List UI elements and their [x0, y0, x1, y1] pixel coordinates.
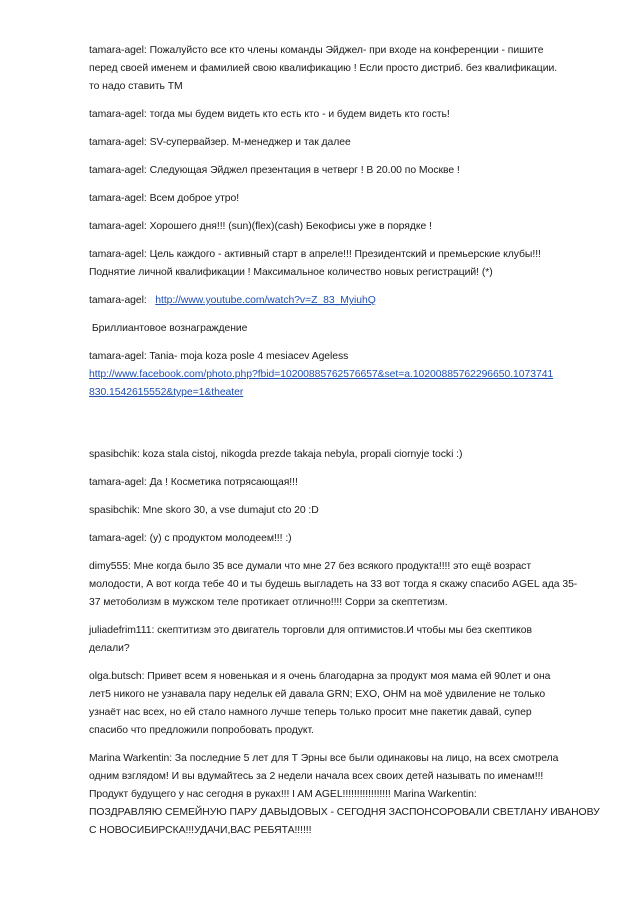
- message-line: tamara-agel: Хорошего дня!!! (sun)(flex)(cash) Бекофисы уже в порядке !: [89, 221, 432, 232]
- chat-message: [89, 218, 549, 236]
- message-line: то надо ставить ТМ: [89, 81, 183, 92]
- message-line: спасибо что предложили попробовать продукт.: [89, 725, 314, 736]
- message-line: одним взглядом! И вы вдумайтесь за 2 недели начала всех своих детей называть по именам!!!: [89, 771, 544, 782]
- message-line: 37 метоболизм в мужском теле протикает отлично!!!! Сорри за скептетизм.: [89, 597, 448, 608]
- chat-message: [89, 530, 549, 548]
- blank-gap: [89, 412, 549, 446]
- chat-message: [89, 190, 549, 208]
- chat-message: [89, 134, 549, 152]
- message-line: spasibchik: Mne skoro 30, a vse dumajut cto 20 :D: [89, 505, 319, 516]
- chat-message: [89, 42, 558, 96]
- message-line: tamara-agel: Tania- moja koza posle 4 mesiacev Ageless: [89, 351, 349, 362]
- chat-message: [89, 474, 549, 492]
- message-line: tamara-agel: Цель каждого - активный старт в апреле!!! Президентский и премьерские клубы!!!: [89, 249, 541, 260]
- message-line: Marina Warkentin: За последние 5 лет для Т Эрны все были одинаковы на лицо, на всех смотрела: [89, 753, 559, 764]
- chat-message: [89, 446, 549, 464]
- message-line: Продукт будущего у нас сегодня в руках!!! I AM AGEL!!!!!!!!!!!!!!!!! Marina Warkentin:: [89, 789, 477, 800]
- facebook-link-continued[interactable]: 830.1542615552&type=1&theater: [89, 387, 244, 398]
- message-line: tamara-agel: Следующая Эйджел презентация в четверг ! В 20.00 по Москве !: [89, 165, 460, 176]
- message-line: [89, 292, 549, 310]
- message-line: olga.butsch: Привет всем я новенькая и я очень благодарна за продукт моя мама ей 90лет и она: [89, 671, 551, 682]
- chat-message: [89, 502, 549, 520]
- chat-message: [89, 668, 549, 740]
- message-line: молодости, А вот когда тебе 40 и ты будешь выгладеть на 33 вот тогда я скажу спасибо AGEL ада 35-: [89, 579, 578, 590]
- message-line: dimy555: Мне когда было 35 все думали что мне 27 без всякого продукта!!!! это ещё возраст: [89, 561, 532, 572]
- chat-message: [89, 750, 600, 840]
- message-line: tamara-agel: тогда мы будем видеть кто есть кто - и будем видеть кто гость!: [89, 109, 450, 120]
- message-line: tamara-agel: Пожалуйсто все кто члены команды Эйджел- при входе на конференции - пишите: [89, 45, 544, 56]
- message-line: Бриллиантовое вознаграждение: [89, 323, 248, 334]
- chat-message: [89, 106, 549, 124]
- message-line: перед своей именем и фамилией свою квалификацию ! Если просто дистриб. без квалификации.: [89, 63, 558, 74]
- message-prefix: tamara-agel:: [89, 295, 156, 306]
- youtube-link[interactable]: http://www.youtube.com/watch?v=Z_83_MyiuhQ: [155, 295, 376, 306]
- message-line: Поднятие личной квалификации ! Максимальное количество новых регистраций! (*): [89, 267, 493, 278]
- message-line: tamara-agel: (y) с продуктом молодеем!!! :): [89, 533, 292, 544]
- document-page: [89, 42, 600, 850]
- facebook-link[interactable]: http://www.facebook.com/photo.php?fbid=10200885762576657&set=a.10200885762296650.1073741: [89, 369, 554, 380]
- chat-message: [89, 558, 578, 612]
- chat-message: [89, 622, 549, 658]
- chat-message: [89, 292, 549, 310]
- message-line: spasibchik: koza stala cistoj, nikogda prezde takaja nebyla, propali ciornyje tocki :): [89, 449, 463, 460]
- chat-message: [89, 246, 549, 282]
- message-line: ПОЗДРАВЛЯЮ СЕМЕЙНУЮ ПАРУ ДАВЫДОВЫХ - СЕГОДНЯ ЗАСПОНСОРОВАЛИ СВЕТЛАНУ ИВАНОВУ: [89, 807, 600, 818]
- message-line: С НОВОСИБИРСКА!!!УДАЧИ,ВАС РЕБЯТА!!!!!!: [89, 825, 312, 836]
- message-line: узнаёт нас всех, но ей стало намного лучше теперь только просит мне пакетик давай, супер: [89, 707, 532, 718]
- message-line: лет5 никого не узнавала пару недельк ей давала GRN; EXO, OHM на моё удвиление не только: [89, 689, 546, 700]
- message-line: делали?: [89, 643, 130, 654]
- message-line: tamara-agel: Да ! Косметика потрясающая!!!: [89, 477, 298, 488]
- message-line: tamara-agel: SV-супервайзер. М-менеджер и так далее: [89, 137, 351, 148]
- chat-message: [89, 320, 549, 338]
- chat-message: [89, 348, 554, 402]
- message-line: tamara-agel: Всем доброе утро!: [89, 193, 240, 204]
- chat-message: [89, 162, 549, 180]
- message-line: juliadefrim111: скептитизм это двигатель торговли для оптимистов.И чтобы мы без скептиков: [89, 625, 532, 636]
